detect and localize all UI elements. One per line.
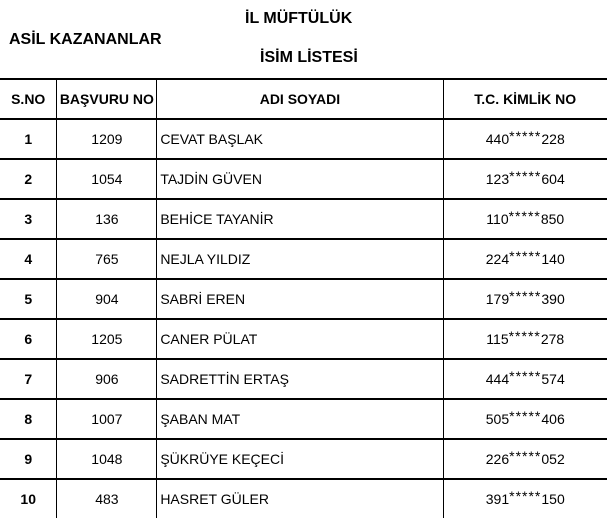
column-header-sno: S.NO xyxy=(0,79,57,119)
tc-mask: ***** xyxy=(509,408,542,424)
cell-application-no[interactable]: 136 xyxy=(57,199,157,239)
cell-name[interactable]: ŞÜKRÜYE KEÇECİ xyxy=(157,439,443,479)
cell-tc-id[interactable] xyxy=(443,159,607,199)
tc-end: 390 xyxy=(541,291,565,307)
cell-sno[interactable]: 2 xyxy=(0,159,57,199)
cell-name[interactable]: CANER PÜLAT xyxy=(157,319,443,359)
tc-start: 110 xyxy=(486,211,509,227)
cell-name[interactable]: TAJDİN GÜVEN xyxy=(157,159,443,199)
table-header-row xyxy=(0,79,607,119)
tc-end: 574 xyxy=(541,371,565,387)
tc-end: 150 xyxy=(541,491,565,507)
cell-application-no[interactable]: 904 xyxy=(57,279,157,319)
cell-sno[interactable]: 7 xyxy=(0,359,57,399)
winners-table xyxy=(0,78,607,518)
column-header-tc-id: T.C. KİMLİK NO xyxy=(443,79,607,119)
cell-tc-id[interactable] xyxy=(443,119,607,159)
tc-start: 226 xyxy=(485,451,510,467)
tc-start: 391 xyxy=(485,491,510,507)
table-row xyxy=(0,319,607,359)
cell-name[interactable]: BEHİCE TAYANİR xyxy=(157,199,443,239)
cell-application-no[interactable]: 765 xyxy=(57,239,157,279)
page-subtitle: İSİM LİSTESİ xyxy=(260,49,358,66)
tc-end: 850 xyxy=(540,211,565,227)
cell-tc-id[interactable] xyxy=(443,239,607,279)
cell-sno[interactable]: 5 xyxy=(0,279,57,319)
cell-sno[interactable]: 10 xyxy=(0,479,57,518)
tc-start: 224 xyxy=(485,251,510,267)
table-row xyxy=(0,479,607,518)
cell-tc-id[interactable] xyxy=(443,199,607,239)
tc-start: 123 xyxy=(485,171,510,187)
cell-sno[interactable]: 8 xyxy=(0,399,57,439)
tc-mask: ***** xyxy=(509,368,542,384)
cell-tc-id[interactable] xyxy=(443,439,607,479)
tc-start: 179 xyxy=(485,291,510,307)
table-row xyxy=(0,439,607,479)
tc-start: 115 xyxy=(486,331,509,347)
tc-mask: ***** xyxy=(509,288,542,304)
tc-start: 444 xyxy=(485,371,510,387)
cell-tc-id[interactable] xyxy=(443,479,607,518)
column-header-name: ADI SOYADI xyxy=(157,79,443,119)
table-row xyxy=(0,359,607,399)
cell-name[interactable]: NEJLA YILDIZ xyxy=(157,239,443,279)
cell-sno[interactable]: 1 xyxy=(0,119,57,159)
cell-tc-id[interactable] xyxy=(443,279,607,319)
table-row xyxy=(0,239,607,279)
cell-application-no[interactable]: 1209 xyxy=(57,119,157,159)
table-row xyxy=(0,399,607,439)
tc-end: 604 xyxy=(541,171,565,187)
table-row xyxy=(0,199,607,239)
cell-tc-id[interactable] xyxy=(443,319,607,359)
cell-application-no[interactable]: 1205 xyxy=(57,319,157,359)
tc-end: 278 xyxy=(540,331,565,347)
tc-mask: ***** xyxy=(509,448,542,464)
page-title: İL MÜFTÜLÜK xyxy=(245,10,353,27)
cell-name[interactable]: SABRİ EREN xyxy=(157,279,443,319)
cell-name[interactable]: HASRET GÜLER xyxy=(157,479,443,518)
tc-end: 140 xyxy=(541,251,565,267)
cell-tc-id[interactable] xyxy=(443,399,607,439)
cell-application-no[interactable]: 1054 xyxy=(57,159,157,199)
cell-application-no[interactable]: 1007 xyxy=(57,399,157,439)
cell-sno[interactable]: 3 xyxy=(0,199,57,239)
cell-name[interactable]: SADRETTİN ERTAŞ xyxy=(157,359,443,399)
tc-mask: ***** xyxy=(508,328,541,344)
tc-mask: ***** xyxy=(509,128,542,144)
tc-mask: ***** xyxy=(509,248,542,264)
tc-mask: ***** xyxy=(508,208,541,224)
cell-application-no[interactable]: 906 xyxy=(57,359,157,399)
cell-application-no[interactable]: 1048 xyxy=(57,439,157,479)
table-row xyxy=(0,279,607,319)
cell-application-no[interactable]: 483 xyxy=(57,479,157,518)
cell-tc-id[interactable] xyxy=(443,359,607,399)
tc-start: 505 xyxy=(485,411,510,427)
cell-sno[interactable]: 4 xyxy=(0,239,57,279)
tc-mask: ***** xyxy=(509,168,542,184)
cell-sno[interactable]: 9 xyxy=(0,439,57,479)
tc-start: 440 xyxy=(485,131,510,147)
table-row xyxy=(0,119,607,159)
cell-name[interactable]: ŞABAN MAT xyxy=(157,399,443,439)
tc-end: 228 xyxy=(541,131,565,147)
tc-end: 052 xyxy=(541,451,565,467)
table-row xyxy=(0,159,607,199)
tc-mask: ***** xyxy=(509,488,542,504)
column-header-application-no: BAŞVURU NO xyxy=(57,79,157,119)
tc-end: 406 xyxy=(541,411,565,427)
list-category-title: ASİL KAZANANLAR xyxy=(9,31,162,48)
cell-sno[interactable]: 6 xyxy=(0,319,57,359)
cell-name[interactable]: CEVAT BAŞLAK xyxy=(157,119,443,159)
